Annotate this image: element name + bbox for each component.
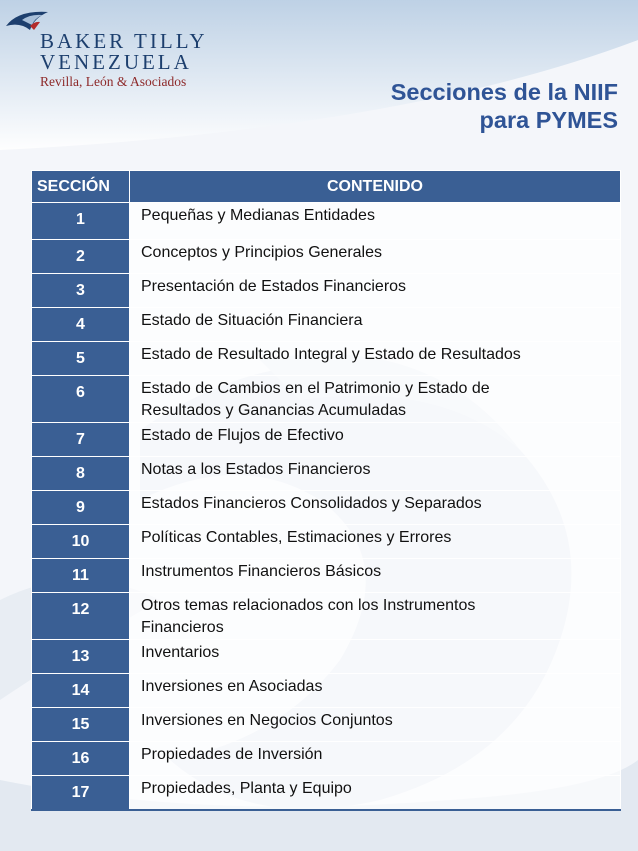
table-row <box>32 708 621 742</box>
content-line: Estados Financieros Consolidados y Separados <box>141 495 482 512</box>
content-line: Conceptos y Principios Generales <box>141 244 383 261</box>
brand-name-line2: VENEZUELA <box>40 50 192 74</box>
title-line1: Secciones de la NIIF <box>390 79 618 105</box>
table-row <box>32 776 621 810</box>
content-line: Estado de Resultado Integral y Estado de Resultados <box>141 346 521 363</box>
section-content <box>130 525 621 559</box>
table-row <box>32 491 621 525</box>
content-line: Políticas Contables, Estimaciones y Errores <box>141 529 452 546</box>
title-line2: para PYMES <box>479 107 618 133</box>
table-body <box>32 203 621 810</box>
section-number: 11 <box>32 559 130 593</box>
section-number: 7 <box>32 423 130 457</box>
content-line: Propiedades, Planta y Equipo <box>141 780 352 797</box>
table-row <box>32 525 621 559</box>
section-number: 3 <box>32 274 130 308</box>
header-section: SECCIÓN <box>32 171 130 203</box>
header-content: CONTENIDO <box>130 171 621 203</box>
table-row <box>32 423 621 457</box>
table-row <box>32 559 621 593</box>
content-line: Inversiones en Negocios Conjuntos <box>141 712 393 729</box>
section-content <box>130 593 621 640</box>
section-number: 5 <box>32 342 130 376</box>
table-row <box>32 308 621 342</box>
content-line: Estado de Cambios en el Patrimonio y Estado de <box>141 380 490 397</box>
section-content <box>130 559 621 593</box>
content-line: Resultados y Ganancias Acumuladas <box>141 402 407 419</box>
table-row <box>32 457 621 491</box>
content-line: Estado de Situación Financiera <box>141 312 363 329</box>
section-content <box>130 457 621 491</box>
slide-header <box>0 0 638 165</box>
table-row <box>32 342 621 376</box>
section-number: 6 <box>32 376 130 423</box>
content-line: Presentación de Estados Financieros <box>141 278 407 295</box>
content-line: Propiedades de Inversión <box>141 746 323 763</box>
section-content <box>130 491 621 525</box>
section-content <box>130 674 621 708</box>
section-content <box>130 776 621 810</box>
table-row <box>32 593 621 640</box>
section-content <box>130 708 621 742</box>
section-content <box>130 203 621 240</box>
table-row <box>32 376 621 423</box>
section-number: 16 <box>32 742 130 776</box>
content-line: Notas a los Estados Financieros <box>141 461 371 478</box>
section-content <box>130 308 621 342</box>
content-line: Otros temas relacionados con los Instrumentos <box>141 597 476 614</box>
content-line: Inversiones en Asociadas <box>141 678 323 695</box>
section-number: 9 <box>32 491 130 525</box>
section-number: 1 <box>32 203 130 240</box>
section-number: 17 <box>32 776 130 810</box>
table-row <box>32 274 621 308</box>
section-content <box>130 640 621 674</box>
section-content <box>130 423 621 457</box>
section-number: 4 <box>32 308 130 342</box>
section-number: 14 <box>32 674 130 708</box>
table-header-row <box>32 171 621 203</box>
content-line: Pequeñas y Medianas Entidades <box>141 207 375 224</box>
table-row <box>32 203 621 240</box>
section-number: 13 <box>32 640 130 674</box>
section-number: 12 <box>32 593 130 640</box>
section-number: 8 <box>32 457 130 491</box>
section-content <box>130 274 621 308</box>
section-content <box>130 376 621 423</box>
table-row <box>32 742 621 776</box>
content-line: Instrumentos Financieros Básicos <box>141 563 382 580</box>
content-line: Financieros <box>141 619 224 636</box>
table-row <box>32 674 621 708</box>
page-title <box>391 78 618 134</box>
sections-table <box>31 170 621 811</box>
section-number: 10 <box>32 525 130 559</box>
section-content <box>130 342 621 376</box>
table-row <box>32 640 621 674</box>
brand-name-line1: BAKER TILLY <box>40 29 208 53</box>
content-line: Inventarios <box>141 644 220 661</box>
section-number: 2 <box>32 240 130 274</box>
content-line: Estado de Flujos de Efectivo <box>141 427 344 444</box>
section-content <box>130 240 621 274</box>
brand-subtitle: Revilla, León & Asociados <box>40 74 187 89</box>
section-number: 15 <box>32 708 130 742</box>
section-content <box>130 742 621 776</box>
table-row <box>32 240 621 274</box>
